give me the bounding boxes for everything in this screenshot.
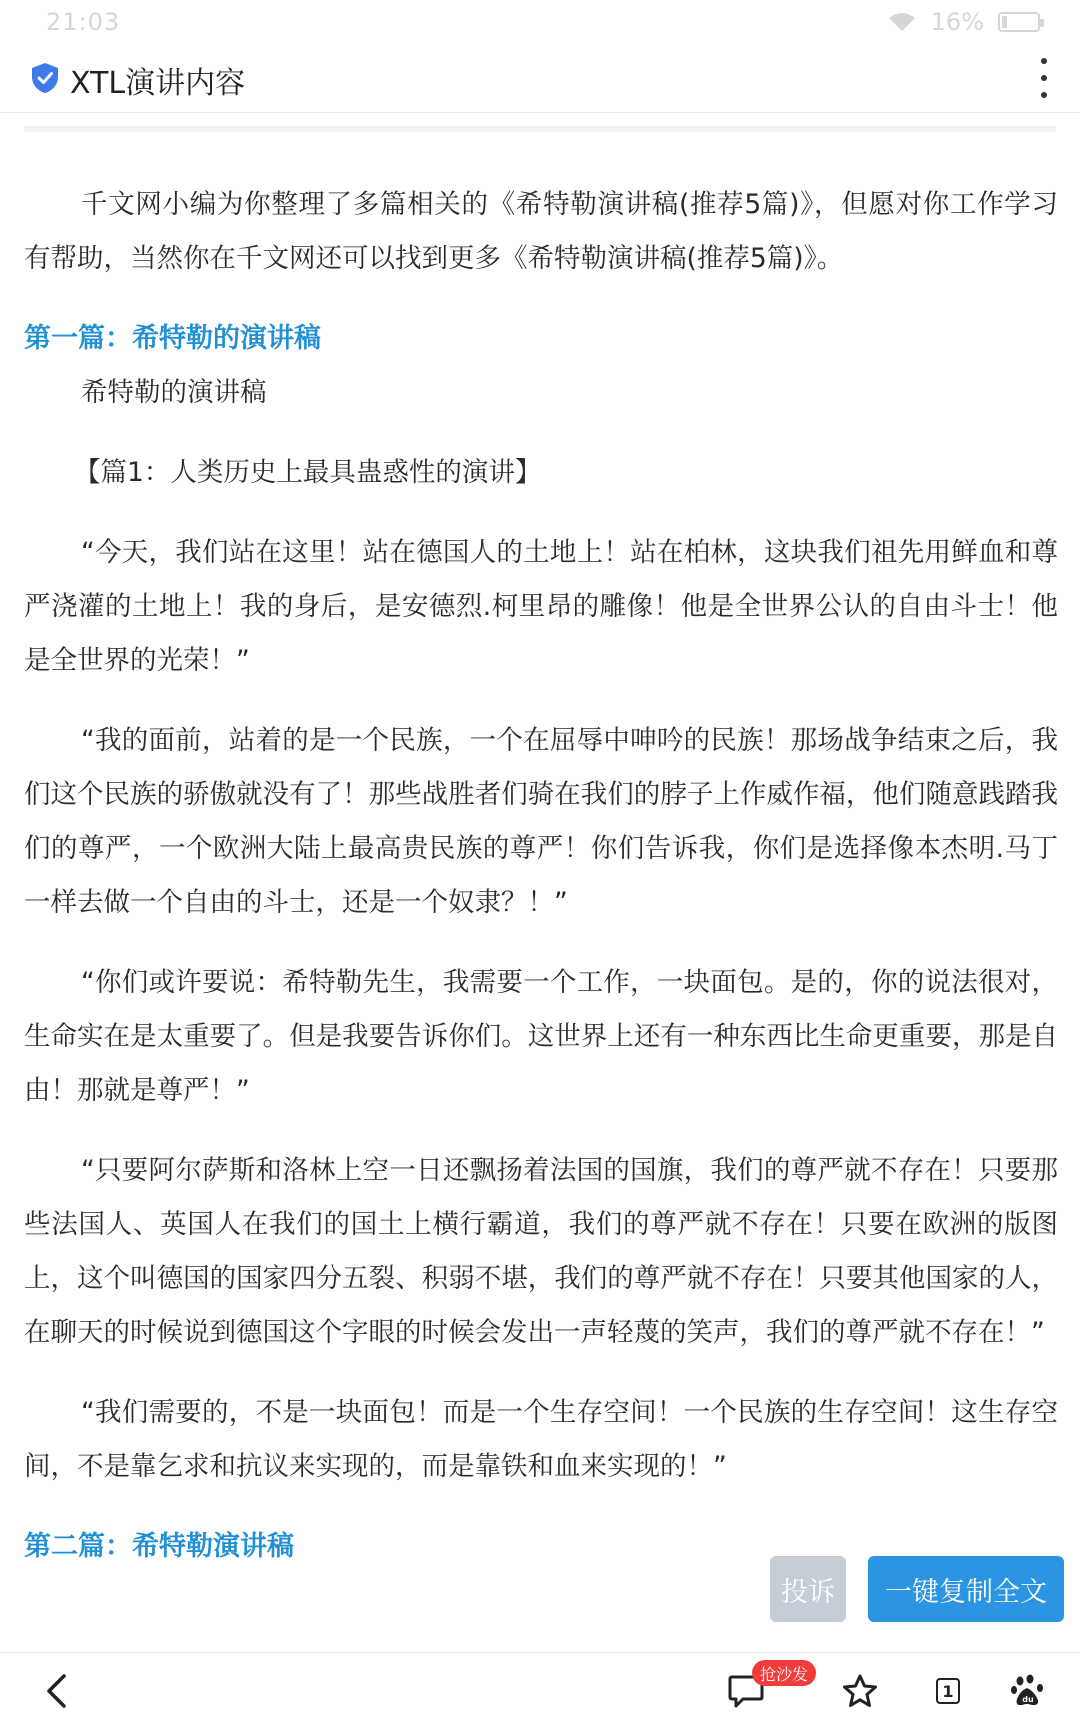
wifi-icon xyxy=(887,11,917,33)
spacer xyxy=(24,930,1058,956)
copy-all-button[interactable]: 一键复制全文 xyxy=(868,1556,1064,1622)
more-vertical-icon[interactable] xyxy=(1034,58,1054,98)
svg-text:du: du xyxy=(1022,1695,1034,1704)
status-time: 21:03 xyxy=(46,8,121,36)
spacer xyxy=(24,1494,1058,1520)
bottom-nav xyxy=(0,1652,1080,1729)
page-title: XTL演讲内容 xyxy=(70,66,246,101)
article-paragraph: “只要阿尔萨斯和洛林上空一日还飘扬着法国的国旗，我们的尊严就不存在！只要那些法国人、英国人在我们的国土上横行霸道，我们的尊严就不存在！只要在欧洲的版图上，这个叫德国的国家四分五裂、积弱不堪，我们的尊严就不存在！只要其他国家的人，在聊天的时候说到德国这个字眼的时候会发出一声轻蔑的笑声，我们的尊严就不存在！” xyxy=(24,1155,1058,1348)
spacer xyxy=(24,1360,1058,1386)
spacer xyxy=(24,420,1058,446)
baidu-paw-icon[interactable] xyxy=(1006,1669,1050,1713)
article-intro: 千文网小编为你整理了多篇相关的《希特勒演讲稿(推荐5篇)》，但愿对你工作学习有帮助，当然你在千文网还可以找到更多《希特勒演讲稿(推荐5篇)》。 xyxy=(24,189,1058,274)
tabs-icon[interactable] xyxy=(926,1669,970,1713)
report-button[interactable]: 投诉 xyxy=(770,1556,846,1622)
spacer xyxy=(24,286,1058,312)
battery-level xyxy=(1002,16,1007,28)
spacer xyxy=(24,500,1058,526)
battery-percent: 16% xyxy=(930,8,984,36)
section-title-2[interactable]: 第二篇：希特勒演讲稿 xyxy=(24,1531,294,1562)
section-subtitle: 希特勒的演讲稿 xyxy=(81,377,267,408)
shield-check-icon xyxy=(30,62,60,94)
back-icon[interactable] xyxy=(34,1669,78,1713)
divider xyxy=(24,126,1056,132)
app-header xyxy=(0,44,1080,113)
article-body xyxy=(24,178,1058,1574)
star-icon[interactable] xyxy=(838,1669,882,1713)
article-paragraph: “我们需要的，不是一块面包！而是一个生存空间！一个民族的生存空间！这生存空间，不是靠乞求和抗议来实现的，而是靠铁和血来实现的！” xyxy=(24,1397,1058,1482)
article-paragraph: “你们或许要说：希特勒先生，我需要一个工作，一块面包。是的，你的说法很对，生命实在是太重要了。但是我要告诉你们。这世界上还有一种东西比生命更重要，那是自由！那就是尊严！” xyxy=(24,967,1058,1106)
spacer xyxy=(24,1118,1058,1144)
status-indicators xyxy=(887,8,1040,36)
spacer xyxy=(24,688,1058,714)
part-heading: 【篇1：人类历史上最具蛊惑性的演讲】 xyxy=(74,457,542,488)
battery-icon xyxy=(998,12,1040,32)
comment-badge: 抢沙发 xyxy=(752,1660,816,1686)
article-paragraph: “今天，我们站在这里！站在德国人的土地上！站在柏林，这块我们祖先用鲜血和尊严浇灌的土地上！我的身后，是安德烈.柯里昂的雕像！他是全世界公认的自由斗士！他是全世界的光荣！” xyxy=(24,537,1058,676)
tab-count: 1 xyxy=(936,1678,960,1704)
section-title-1: 第一篇：希特勒的演讲稿 xyxy=(24,323,321,354)
article-paragraph: “我的面前，站着的是一个民族，一个在屈辱中呻吟的民族！那场战争结束之后，我们这个民族的骄傲就没有了！那些战胜者们骑在我们的脖子上作威作福，他们随意践踏我们的尊严，一个欧洲大陆上最高贵民族的尊严！你们告诉我，你们是选择像本杰明.马丁一样去做一个自由的斗士，还是一个奴隶？！” xyxy=(24,725,1058,918)
status-bar xyxy=(0,0,1080,44)
